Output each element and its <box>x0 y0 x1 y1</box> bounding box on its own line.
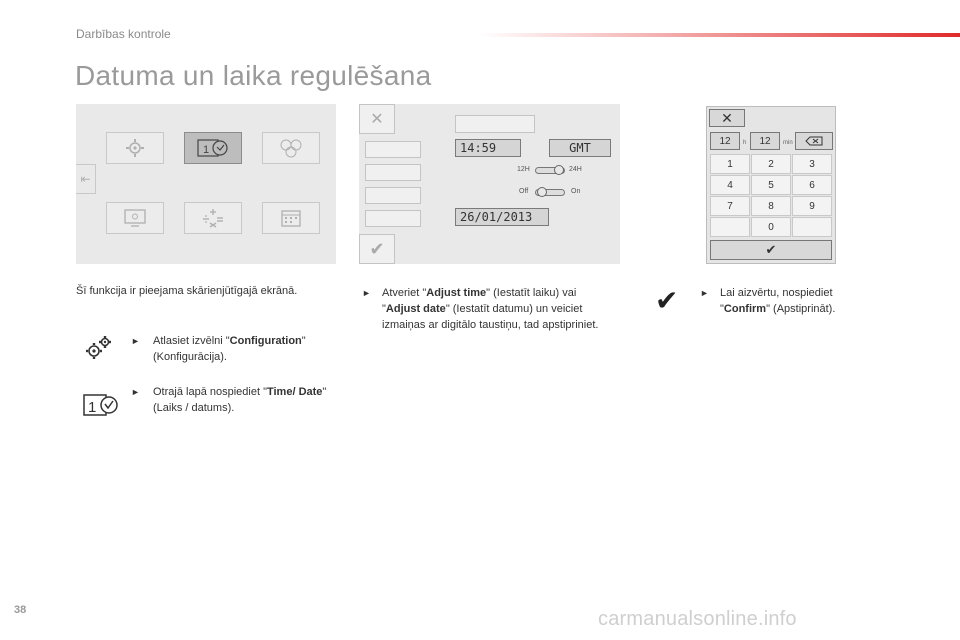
language-tile[interactable] <box>262 132 320 164</box>
hours-field[interactable]: 12 <box>710 132 740 150</box>
menu-slot-1[interactable] <box>365 141 421 158</box>
language-flags-icon <box>276 137 306 159</box>
minutes-field[interactable]: 12 <box>750 132 780 150</box>
key-7[interactable]: 7 <box>710 196 750 216</box>
key-4[interactable]: 4 <box>710 175 750 195</box>
key-9[interactable]: 9 <box>792 196 832 216</box>
keypad-screen <box>706 106 836 264</box>
bullet-icon: ► <box>362 288 371 298</box>
key-1[interactable]: 1 <box>710 154 750 174</box>
watermark: carmanualsonline.info <box>598 608 797 630</box>
key-blank-left <box>710 217 750 237</box>
key-3[interactable]: 3 <box>792 154 832 174</box>
adjust-text: Atveriet "Adjust time" (Iestatīt laiku) vai "Adjust date" (Iestatīt datumu) un veiciet izmaiņas ar digitālo taustiņu, tad apstipriniet. <box>382 287 599 331</box>
confirm-button[interactable] <box>710 240 832 260</box>
date-field[interactable]: 26/01/2013 <box>455 208 549 226</box>
time-date-icon <box>82 391 120 424</box>
key-5[interactable]: 5 <box>751 175 791 195</box>
close-icon[interactable]: ✕ <box>709 109 745 127</box>
intro-text: Šī funkcija ir pieejama skārienjūtīgajā ekrānā. <box>76 285 298 297</box>
key-2[interactable]: 2 <box>751 154 791 174</box>
units-tile[interactable] <box>184 202 242 234</box>
step2-text: Otrajā lapā nospiediet "Time/ Date" (Laiks / datums). <box>153 386 327 414</box>
section-label: Darbības kontrole <box>76 27 171 41</box>
minutes-unit: min <box>783 140 793 146</box>
key-blank-right <box>792 217 832 237</box>
format-12h-label: 12H <box>517 166 530 173</box>
time-date-tile-digit: 1 <box>203 144 210 156</box>
confirm-check-icon[interactable]: ✔ <box>359 234 395 264</box>
time-date-settings-screen <box>359 104 620 264</box>
sync-on-label: On <box>571 188 581 195</box>
settings-gear-tile[interactable] <box>106 132 164 164</box>
gear-icon <box>124 137 146 159</box>
menu-slot-2[interactable] <box>365 164 421 181</box>
hour-format-toggle[interactable] <box>535 167 565 174</box>
key-8[interactable]: 8 <box>751 196 791 216</box>
time-date-icon-digit: 1 <box>88 399 97 416</box>
page-title: Datuma un laika regulēšana <box>75 60 432 91</box>
calculator-units-icon <box>199 207 227 229</box>
config-menu-screen <box>76 104 336 264</box>
confirm-check-icon: ✔ <box>765 242 777 257</box>
hours-unit: h <box>743 140 747 146</box>
screen-brightness-icon <box>123 208 147 228</box>
close-icon[interactable]: ✕ <box>359 104 395 134</box>
sync-off-label: Off <box>519 188 529 195</box>
time-date-icon <box>196 137 230 159</box>
page-number: 38 <box>14 604 27 616</box>
format-24h-label: 24H <box>569 166 582 173</box>
calendar-tile[interactable] <box>262 202 320 234</box>
time-date-tile[interactable] <box>184 132 242 164</box>
top-blank-field <box>455 115 535 133</box>
backspace-icon <box>805 136 823 146</box>
back-arrow-icon[interactable]: ⇤ <box>76 164 96 194</box>
configuration-icon <box>84 333 114 368</box>
menu-slot-4[interactable] <box>365 210 421 227</box>
sync-toggle[interactable] <box>535 189 565 196</box>
confirm-check-icon: ✔ <box>655 285 679 316</box>
step1-text: Atlasiet izvēlni "Configuration" (Konfigurācija). <box>153 335 306 363</box>
gmt-button[interactable]: GMT <box>549 139 611 157</box>
key-0[interactable]: 0 <box>751 217 791 237</box>
bullet-icon: ► <box>131 336 140 346</box>
time-field[interactable]: 14:59 <box>455 139 521 157</box>
menu-slot-3[interactable] <box>365 187 421 204</box>
calendar-icon <box>279 207 303 229</box>
display-tile[interactable] <box>106 202 164 234</box>
bullet-icon: ► <box>131 387 140 397</box>
bullet-icon: ► <box>700 288 709 298</box>
header-red-line <box>480 33 960 37</box>
key-6[interactable]: 6 <box>792 175 832 195</box>
confirm-text: Lai aizvērtu, nospiediet "Confirm" (Apstiprināt). <box>720 287 836 315</box>
backspace-button[interactable] <box>795 132 833 150</box>
